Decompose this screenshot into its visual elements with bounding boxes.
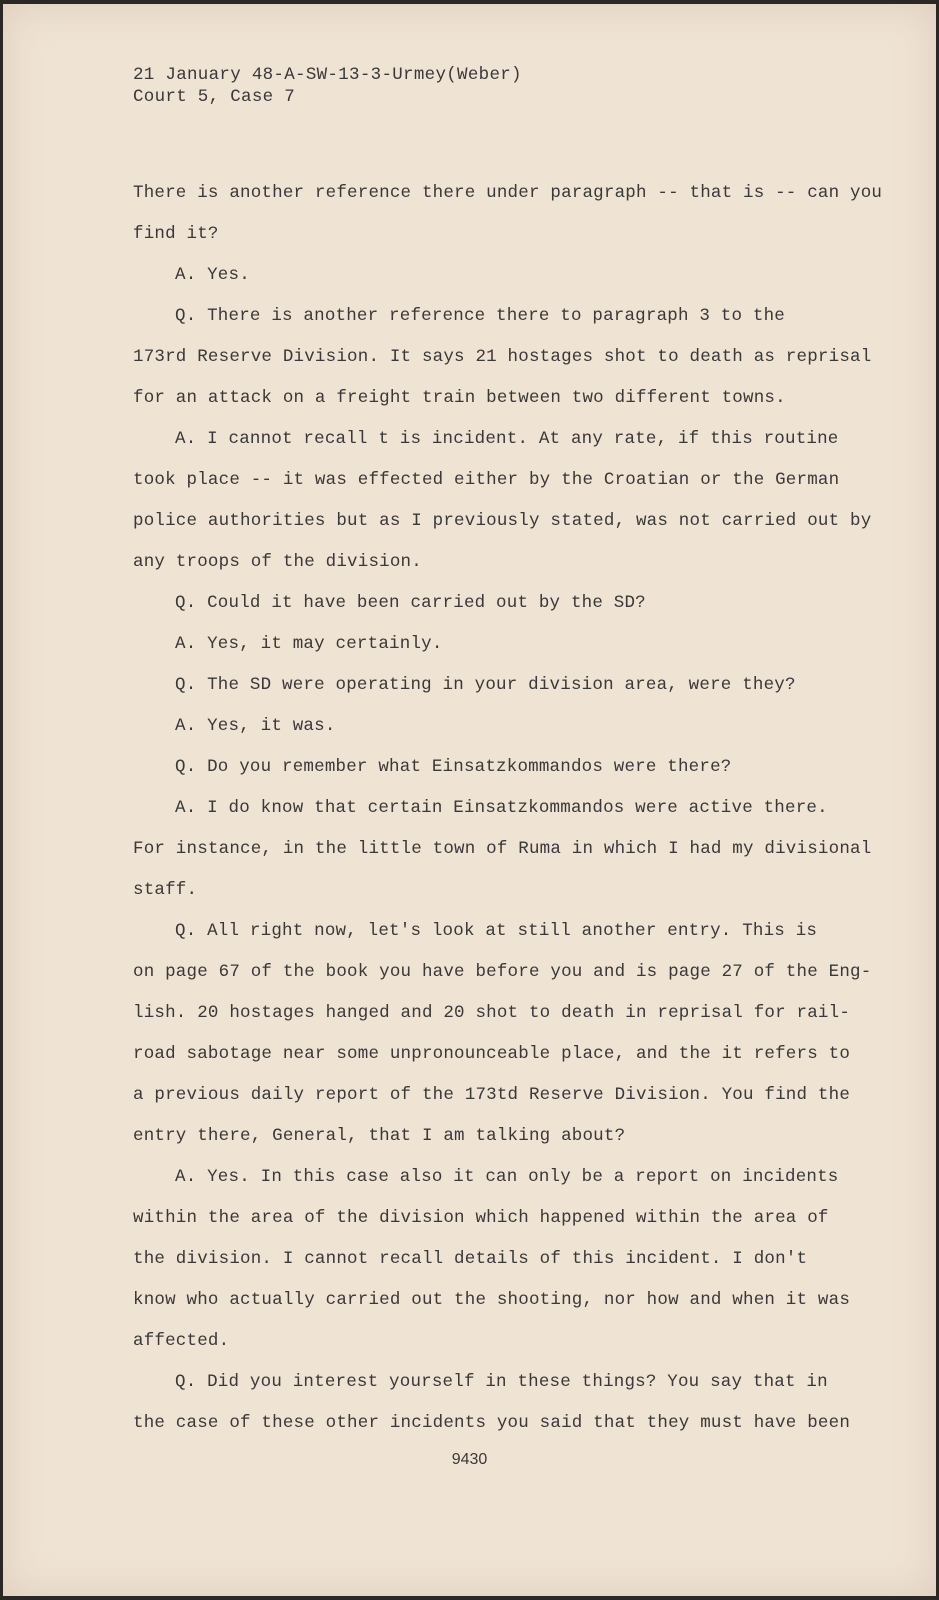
- transcript-line: affected.: [133, 1331, 230, 1351]
- transcript-line: Q. Do you remember what Einsatzkommandos were there?: [175, 757, 732, 777]
- transcript-line: within the area of the division which happened within the area of: [133, 1208, 829, 1228]
- page-number: 9430: [451, 1451, 488, 1468]
- transcript-line: took place -- it was effected either by the Croatian or the German: [133, 470, 840, 490]
- transcript-line: A. Yes, it was.: [175, 716, 336, 736]
- transcript-line: entry there, General, that I am talking about?: [133, 1126, 626, 1146]
- header-reference: 21 January 48-A-SW-13-3-Urmey(Weber): [133, 65, 522, 85]
- transcript-line: find it?: [133, 224, 219, 244]
- transcript-line: A. Yes. In this case also it can only be a report on incidents: [175, 1167, 839, 1187]
- transcript-line: Q. Could it have been carried out by the SD?: [175, 593, 646, 613]
- document-page: [3, 4, 936, 1596]
- transcript-line: For instance, in the little town of Ruma in which I had my divisional: [133, 839, 872, 859]
- transcript-line: Q. There is another reference there to paragraph 3 to the: [175, 306, 785, 326]
- transcript-line: A. I cannot recall t is incident. At any rate, if this routine: [175, 429, 839, 449]
- transcript-line: A. Yes.: [175, 265, 250, 285]
- transcript-line: Q. The SD were operating in your division area, were they?: [175, 675, 796, 695]
- transcript-line: a previous daily report of the 173td Reserve Division. You find the: [133, 1085, 851, 1105]
- transcript-line: Q. Did you interest yourself in these things? You say that in: [175, 1372, 828, 1392]
- transcript-line: 173rd Reserve Division. It says 21 hostages shot to death as reprisal: [133, 347, 872, 367]
- transcript-line: A. I do know that certain Einsatzkommandos were active there.: [175, 798, 828, 818]
- transcript-line: Q. All right now, let's look at still another entry. This is: [175, 921, 818, 941]
- header-court-case: Court 5, Case 7: [133, 87, 296, 107]
- transcript-line: lish. 20 hostages hanged and 20 shot to death in reprisal for rail-: [133, 1003, 851, 1023]
- transcript-line: any troops of the division.: [133, 552, 422, 572]
- document-header: [133, 64, 522, 108]
- transcript-line: police authorities but as I previously stated, was not carried out by: [133, 511, 872, 531]
- transcript-line: for an attack on a freight train between two different towns.: [133, 388, 786, 408]
- transcript-line: A. Yes, it may certainly.: [175, 634, 443, 654]
- transcript-line: the division. I cannot recall details of this incident. I don't: [133, 1249, 808, 1269]
- transcript-line: the case of these other incidents you said that they must have been: [133, 1413, 851, 1433]
- transcript-line: road sabotage near some unpronounceable place, and the it refers to: [133, 1044, 851, 1064]
- transcript-line: There is another reference there under paragraph -- that is -- can you: [133, 183, 883, 203]
- transcript-line: know who actually carried out the shooting, nor how and when it was: [133, 1290, 851, 1310]
- transcript-body: [133, 182, 883, 1453]
- transcript-line: on page 67 of the book you have before you and is page 27 of the Eng-: [133, 962, 872, 982]
- transcript-line: staff.: [133, 880, 198, 900]
